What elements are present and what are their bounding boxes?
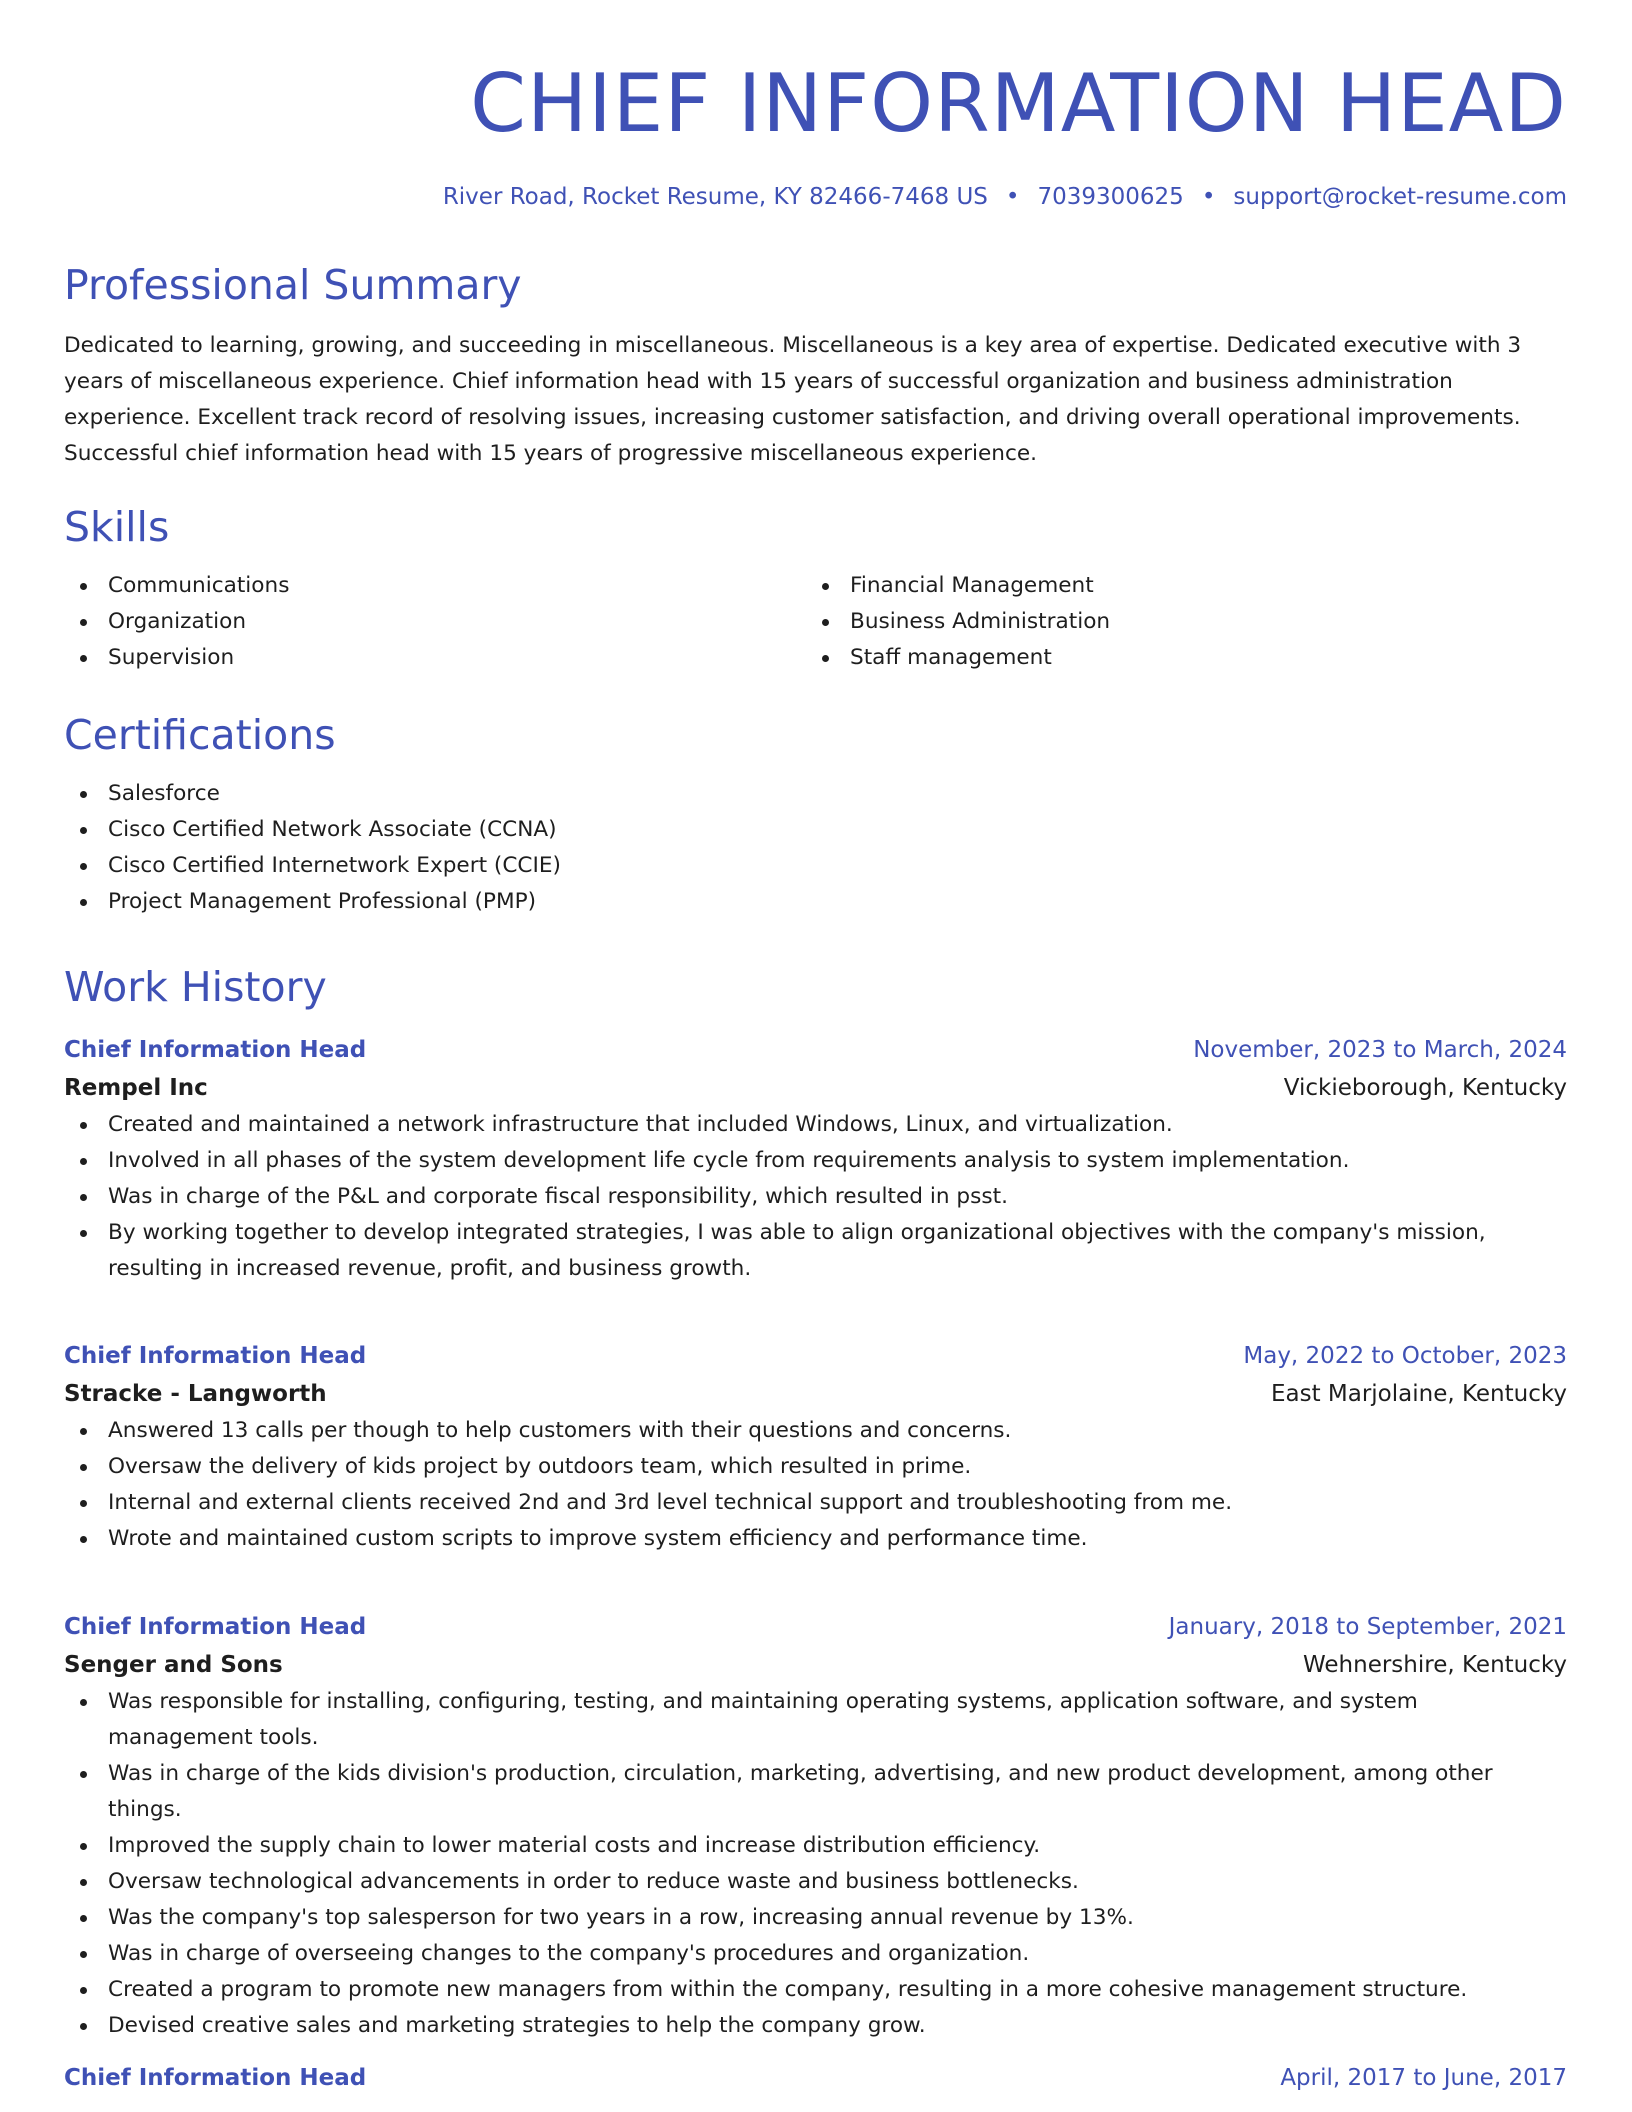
job-title: Chief Information Head (64, 1343, 367, 1369)
job-title: Chief Information Head (64, 1037, 367, 1063)
job-title: Chief Information Head (64, 1614, 367, 1640)
skills-list-left (64, 568, 806, 676)
skill-item: Business Administration (806, 604, 1548, 640)
job-dates: April, 2017 to June, 2017 (1280, 2065, 1567, 2091)
resume-header (64, 56, 1567, 212)
certification-item: Salesforce (64, 776, 1567, 812)
summary-text: Dedicated to learning, growing, and succeeding in miscellaneous. Miscellaneous is a key area of expertise. Dedicated executive with 3 years of miscellaneous experience. Chief information head with 15 years of successful organization and business administration experience. Excellent track record of resolving issues, increasing customer satisfaction, and driving overall operational improvements. Successful chief information head with 15 years of progressive miscellaneous experience. (64, 333, 1522, 466)
phone[interactable]: 7039300625 (1037, 184, 1184, 210)
job-dates: January, 2018 to September, 2021 (1168, 1614, 1567, 1640)
job-bullet: Was in charge of overseeing changes to the company's procedures and organization. (64, 1936, 1567, 1972)
address: River Road, Rocket Resume, KY 82466-7468 US (442, 184, 988, 210)
certification-item: Cisco Certified Network Associate (CCNA) (64, 812, 1567, 848)
skill-item: Organization (64, 604, 806, 640)
job-company: Senger and Sons (64, 1652, 283, 1678)
resume-page (64, 0, 1567, 2091)
job-bullet: Was the company's top salesperson for two years in a row, increasing annual revenue by 13%. (64, 1900, 1567, 1936)
skills-section (64, 502, 1567, 676)
job-bullet: Was in charge of the kids division's production, circulation, marketing, advertising, and new product development, among other things. (64, 1756, 1567, 1828)
job-location: Vickieborough, Kentucky (1283, 1075, 1567, 1101)
job-bullet: Oversaw technological advancements in order to reduce waste and business bottlenecks. (64, 1864, 1567, 1900)
job-location: East Marjolaine, Kentucky (1270, 1381, 1567, 1407)
job-bullet: Devised creative sales and marketing strategies to help the company grow. (64, 2008, 1567, 2044)
candidate-name: CHIEF INFORMATION HEAD (470, 57, 1567, 150)
separator-dot: • (1005, 184, 1020, 210)
skills-grid (64, 568, 1567, 676)
skills-heading: Skills (64, 503, 170, 551)
email[interactable]: support@rocket-resume.com (1233, 184, 1567, 210)
skill-item: Communications (64, 568, 806, 604)
skill-item: Financial Management (806, 568, 1548, 604)
job-bullet: Was in charge of the P&L and corporate fiscal responsibility, which resulted in psst. (64, 1179, 1567, 1215)
certifications-section (64, 710, 1567, 920)
job-dates: November, 2023 to March, 2024 (1193, 1037, 1567, 1063)
separator-dot: • (1201, 184, 1216, 210)
job-bullet: Wrote and maintained custom scripts to improve system efficiency and performance time. (64, 1521, 1567, 1557)
summary-heading: Professional Summary (64, 261, 522, 309)
skills-list-right (806, 568, 1548, 676)
certifications-heading: Certifications (64, 711, 336, 759)
job-entry (64, 1608, 1567, 2044)
job-company: Rempel Inc (64, 1075, 208, 1101)
job-bullet: Was responsible for installing, configuring, testing, and maintaining operating systems, application software, and system management tools. (64, 1684, 1567, 1756)
job-bullet: By working together to develop integrated strategies, I was able to align organizational objectives with the company's mission, resulting in increased revenue, profit, and business growth. (64, 1215, 1567, 1287)
job-entry (64, 1337, 1567, 1557)
skill-item: Supervision (64, 640, 806, 676)
job-bullet: Created a program to promote new managers from within the company, resulting in a more cohesive management structure. (64, 1972, 1567, 2008)
job-bullet: Oversaw the delivery of kids project by outdoors team, which resulted in prime. (64, 1449, 1567, 1485)
job-bullets (64, 1413, 1567, 1557)
work-history-heading: Work History (64, 963, 327, 1011)
job-bullet: Internal and external clients received 2nd and 3rd level technical support and troubleshooting from me. (64, 1485, 1567, 1521)
summary-section (64, 260, 1567, 472)
job-bullet: Involved in all phases of the system development life cycle from requirements analysis to system implementation. (64, 1143, 1567, 1179)
job-bullet: Improved the supply chain to lower material costs and increase distribution efficiency. (64, 1828, 1567, 1864)
contact-line (64, 182, 1567, 212)
job-dates: May, 2022 to October, 2023 (1243, 1343, 1567, 1369)
job-location: Wehnershire, Kentucky (1303, 1652, 1567, 1678)
job-bullet: Created and maintained a network infrastructure that included Windows, Linux, and virtualization. (64, 1107, 1567, 1143)
certification-item: Cisco Certified Internetwork Expert (CCIE) (64, 848, 1567, 884)
job-bullet: Answered 13 calls per though to help customers with their questions and concerns. (64, 1413, 1567, 1449)
certifications-list (64, 776, 1567, 920)
job-title: Chief Information Head (64, 2065, 367, 2091)
job-entry (64, 1031, 1567, 1287)
job-bullets (64, 1684, 1567, 2044)
job-company: Stracke - Langworth (64, 1381, 327, 1407)
job-entry (64, 2059, 1567, 2097)
certification-item: Project Management Professional (PMP) (64, 884, 1567, 920)
work-history-section (64, 962, 1567, 1012)
job-bullets (64, 1107, 1567, 1287)
skill-item: Staff management (806, 640, 1548, 676)
